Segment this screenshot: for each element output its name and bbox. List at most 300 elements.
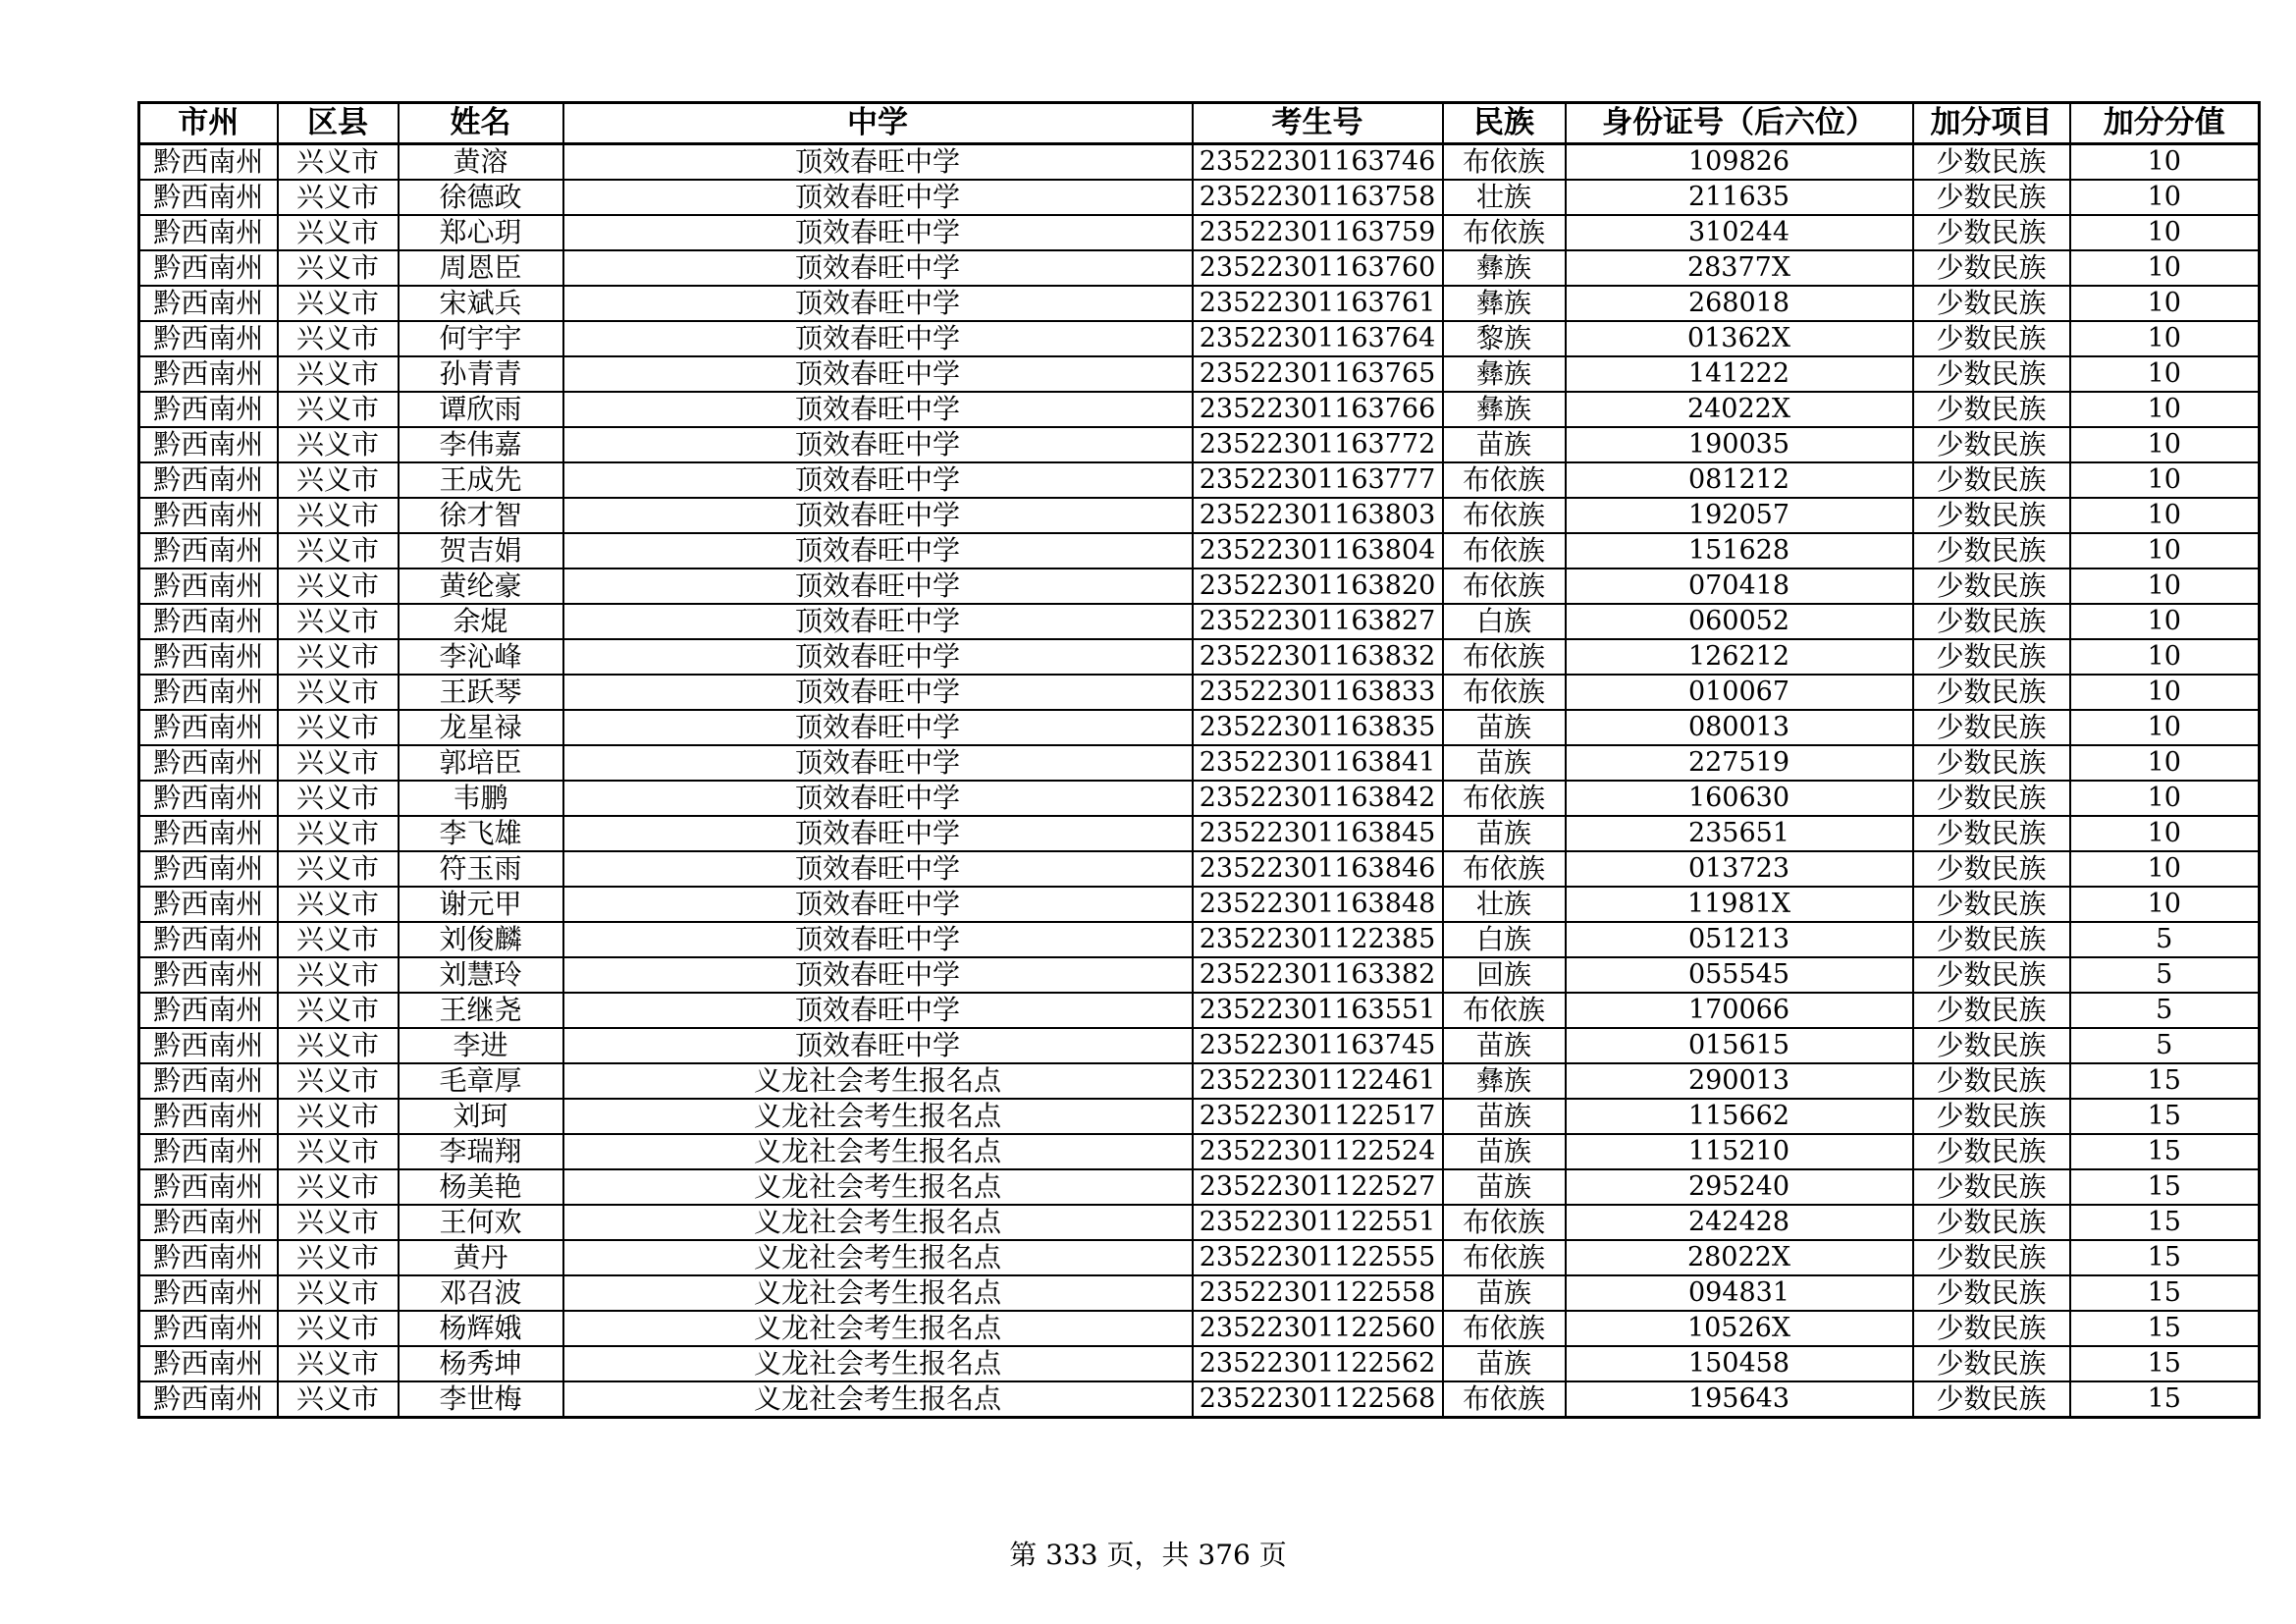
cell-exam-id: 23522301163833 bbox=[1193, 675, 1443, 710]
cell-city: 黔西南州 bbox=[139, 215, 278, 250]
cell-county: 兴义市 bbox=[278, 1099, 399, 1134]
cell-county: 兴义市 bbox=[278, 427, 399, 462]
cell-bonus-points: 10 bbox=[2070, 286, 2260, 321]
table-row bbox=[139, 1240, 2260, 1275]
cell-ethnicity: 布依族 bbox=[1443, 1311, 1566, 1346]
cell-name: 黄纶豪 bbox=[399, 568, 563, 604]
cell-county: 兴义市 bbox=[278, 1240, 399, 1275]
cell-exam-id: 23522301163827 bbox=[1193, 604, 1443, 639]
cell-bonus-points: 10 bbox=[2070, 781, 2260, 816]
cell-exam-id: 23522301163835 bbox=[1193, 710, 1443, 745]
cell-exam-id: 23522301163772 bbox=[1193, 427, 1443, 462]
cell-county: 兴义市 bbox=[278, 1134, 399, 1169]
cell-exam-id: 23522301122385 bbox=[1193, 922, 1443, 957]
cell-school: 顶效春旺中学 bbox=[563, 498, 1193, 533]
table-row bbox=[139, 321, 2260, 356]
cell-school: 顶效春旺中学 bbox=[563, 639, 1193, 675]
table-row bbox=[139, 710, 2260, 745]
page-footer: 第 333 页，共 376 页 bbox=[1009, 1539, 1287, 1571]
cell-bonus-item: 少数民族 bbox=[1913, 462, 2070, 498]
cell-ethnicity: 布依族 bbox=[1443, 993, 1566, 1028]
cell-bonus-points: 10 bbox=[2070, 498, 2260, 533]
cell-name: 毛章厚 bbox=[399, 1063, 563, 1099]
cell-bonus-item: 少数民族 bbox=[1913, 1169, 2070, 1205]
cell-exam-id: 23522301163551 bbox=[1193, 993, 1443, 1028]
cell-ethnicity: 布依族 bbox=[1443, 675, 1566, 710]
cell-ethnicity: 苗族 bbox=[1443, 745, 1566, 781]
cell-county: 兴义市 bbox=[278, 1275, 399, 1311]
cell-bonus-points: 5 bbox=[2070, 1028, 2260, 1063]
cell-name: 李瑞翔 bbox=[399, 1134, 563, 1169]
table-row bbox=[139, 1028, 2260, 1063]
cell-bonus-item: 少数民族 bbox=[1913, 957, 2070, 993]
cell-county: 兴义市 bbox=[278, 498, 399, 533]
cell-bonus-points: 15 bbox=[2070, 1134, 2260, 1169]
col-header-name: 姓名 bbox=[399, 103, 563, 144]
cell-exam-id: 23522301163841 bbox=[1193, 745, 1443, 781]
cell-county: 兴义市 bbox=[278, 887, 399, 922]
cell-name: 黄丹 bbox=[399, 1240, 563, 1275]
cell-id-last6: 141222 bbox=[1566, 356, 1913, 392]
table-row bbox=[139, 1134, 2260, 1169]
cell-bonus-points: 15 bbox=[2070, 1205, 2260, 1240]
cell-school: 顶效春旺中学 bbox=[563, 321, 1193, 356]
cell-exam-id: 23522301122524 bbox=[1193, 1134, 1443, 1169]
cell-bonus-points: 15 bbox=[2070, 1275, 2260, 1311]
cell-bonus-points: 5 bbox=[2070, 957, 2260, 993]
cell-county: 兴义市 bbox=[278, 144, 399, 181]
col-header-city: 市州 bbox=[139, 103, 278, 144]
cell-ethnicity: 彝族 bbox=[1443, 356, 1566, 392]
cell-exam-id: 23522301163766 bbox=[1193, 392, 1443, 427]
cell-exam-id: 23522301122551 bbox=[1193, 1205, 1443, 1240]
cell-county: 兴义市 bbox=[278, 922, 399, 957]
cell-ethnicity: 布依族 bbox=[1443, 1381, 1566, 1418]
cell-bonus-item: 少数民族 bbox=[1913, 887, 2070, 922]
table-row bbox=[139, 356, 2260, 392]
cell-school: 顶效春旺中学 bbox=[563, 144, 1193, 181]
cell-name: 王何欢 bbox=[399, 1205, 563, 1240]
cell-city: 黔西南州 bbox=[139, 250, 278, 286]
cell-bonus-item: 少数民族 bbox=[1913, 356, 2070, 392]
cell-name: 贺吉娟 bbox=[399, 533, 563, 568]
cell-bonus-points: 10 bbox=[2070, 604, 2260, 639]
cell-school: 义龙社会考生报名点 bbox=[563, 1240, 1193, 1275]
cell-id-last6: 268018 bbox=[1566, 286, 1913, 321]
cell-school: 顶效春旺中学 bbox=[563, 427, 1193, 462]
table-row bbox=[139, 604, 2260, 639]
cell-bonus-item: 少数民族 bbox=[1913, 1134, 2070, 1169]
table-row bbox=[139, 144, 2260, 181]
cell-school: 顶效春旺中学 bbox=[563, 604, 1193, 639]
cell-bonus-item: 少数民族 bbox=[1913, 1275, 2070, 1311]
cell-id-last6: 010067 bbox=[1566, 675, 1913, 710]
cell-exam-id: 23522301163845 bbox=[1193, 816, 1443, 851]
cell-ethnicity: 布依族 bbox=[1443, 215, 1566, 250]
cell-name: 李沁峰 bbox=[399, 639, 563, 675]
cell-school: 义龙社会考生报名点 bbox=[563, 1169, 1193, 1205]
cell-name: 谢元甲 bbox=[399, 887, 563, 922]
table-row bbox=[139, 957, 2260, 993]
table-row bbox=[139, 851, 2260, 887]
cell-bonus-item: 少数民族 bbox=[1913, 1099, 2070, 1134]
cell-exam-id: 23522301163765 bbox=[1193, 356, 1443, 392]
cell-exam-id: 23522301122461 bbox=[1193, 1063, 1443, 1099]
cell-county: 兴义市 bbox=[278, 533, 399, 568]
cell-ethnicity: 苗族 bbox=[1443, 1169, 1566, 1205]
cell-ethnicity: 白族 bbox=[1443, 604, 1566, 639]
cell-school: 顶效春旺中学 bbox=[563, 250, 1193, 286]
cell-bonus-item: 少数民族 bbox=[1913, 745, 2070, 781]
table-row bbox=[139, 498, 2260, 533]
table-row bbox=[139, 922, 2260, 957]
cell-name: 刘俊麟 bbox=[399, 922, 563, 957]
cell-bonus-item: 少数民族 bbox=[1913, 1346, 2070, 1381]
cell-city: 黔西南州 bbox=[139, 321, 278, 356]
table-row bbox=[139, 887, 2260, 922]
cell-name: 周恩臣 bbox=[399, 250, 563, 286]
cell-bonus-item: 少数民族 bbox=[1913, 180, 2070, 215]
cell-id-last6: 160630 bbox=[1566, 781, 1913, 816]
cell-school: 义龙社会考生报名点 bbox=[563, 1063, 1193, 1099]
cell-city: 黔西南州 bbox=[139, 144, 278, 181]
cell-id-last6: 109826 bbox=[1566, 144, 1913, 181]
cell-bonus-item: 少数民族 bbox=[1913, 250, 2070, 286]
cell-id-last6: 055545 bbox=[1566, 957, 1913, 993]
cell-school: 顶效春旺中学 bbox=[563, 462, 1193, 498]
cell-ethnicity: 布依族 bbox=[1443, 1240, 1566, 1275]
cell-school: 义龙社会考生报名点 bbox=[563, 1205, 1193, 1240]
cell-ethnicity: 苗族 bbox=[1443, 1134, 1566, 1169]
cell-id-last6: 013723 bbox=[1566, 851, 1913, 887]
cell-county: 兴义市 bbox=[278, 816, 399, 851]
cell-county: 兴义市 bbox=[278, 710, 399, 745]
cell-ethnicity: 彝族 bbox=[1443, 392, 1566, 427]
cell-city: 黔西南州 bbox=[139, 533, 278, 568]
cell-county: 兴义市 bbox=[278, 675, 399, 710]
cell-id-last6: 295240 bbox=[1566, 1169, 1913, 1205]
cell-ethnicity: 苗族 bbox=[1443, 710, 1566, 745]
cell-school: 义龙社会考生报名点 bbox=[563, 1346, 1193, 1381]
table-row bbox=[139, 675, 2260, 710]
cell-id-last6: 11981X bbox=[1566, 887, 1913, 922]
cell-county: 兴义市 bbox=[278, 1063, 399, 1099]
cell-bonus-points: 10 bbox=[2070, 887, 2260, 922]
cell-name: 郑心玥 bbox=[399, 215, 563, 250]
header-row bbox=[139, 103, 2260, 144]
cell-id-last6: 235651 bbox=[1566, 816, 1913, 851]
cell-id-last6: 310244 bbox=[1566, 215, 1913, 250]
cell-bonus-points: 10 bbox=[2070, 356, 2260, 392]
cell-name: 王跃琴 bbox=[399, 675, 563, 710]
table-row bbox=[139, 462, 2260, 498]
cell-county: 兴义市 bbox=[278, 1381, 399, 1418]
cell-id-last6: 195643 bbox=[1566, 1381, 1913, 1418]
cell-exam-id: 23522301163803 bbox=[1193, 498, 1443, 533]
cell-bonus-points: 5 bbox=[2070, 993, 2260, 1028]
cell-id-last6: 242428 bbox=[1566, 1205, 1913, 1240]
cell-name: 杨美艳 bbox=[399, 1169, 563, 1205]
table-row bbox=[139, 1169, 2260, 1205]
cell-bonus-item: 少数民族 bbox=[1913, 993, 2070, 1028]
cell-exam-id: 23522301163842 bbox=[1193, 781, 1443, 816]
cell-bonus-item: 少数民族 bbox=[1913, 922, 2070, 957]
table-row bbox=[139, 816, 2260, 851]
cell-bonus-item: 少数民族 bbox=[1913, 286, 2070, 321]
cell-bonus-points: 10 bbox=[2070, 321, 2260, 356]
table-row bbox=[139, 568, 2260, 604]
cell-bonus-points: 10 bbox=[2070, 427, 2260, 462]
cell-exam-id: 23522301122568 bbox=[1193, 1381, 1443, 1418]
cell-city: 黔西南州 bbox=[139, 286, 278, 321]
cell-exam-id: 23522301163761 bbox=[1193, 286, 1443, 321]
cell-name: 徐才智 bbox=[399, 498, 563, 533]
cell-name: 王成先 bbox=[399, 462, 563, 498]
cell-name: 徐德政 bbox=[399, 180, 563, 215]
cell-exam-id: 23522301163745 bbox=[1193, 1028, 1443, 1063]
cell-bonus-points: 10 bbox=[2070, 180, 2260, 215]
cell-bonus-item: 少数民族 bbox=[1913, 816, 2070, 851]
cell-bonus-points: 15 bbox=[2070, 1381, 2260, 1418]
cell-id-last6: 211635 bbox=[1566, 180, 1913, 215]
cell-ethnicity: 回族 bbox=[1443, 957, 1566, 993]
cell-bonus-item: 少数民族 bbox=[1913, 675, 2070, 710]
cell-bonus-item: 少数民族 bbox=[1913, 392, 2070, 427]
cell-ethnicity: 布依族 bbox=[1443, 639, 1566, 675]
cell-bonus-item: 少数民族 bbox=[1913, 568, 2070, 604]
cell-county: 兴义市 bbox=[278, 321, 399, 356]
cell-county: 兴义市 bbox=[278, 180, 399, 215]
cell-school: 顶效春旺中学 bbox=[563, 922, 1193, 957]
cell-id-last6: 115662 bbox=[1566, 1099, 1913, 1134]
cell-city: 黔西南州 bbox=[139, 851, 278, 887]
cell-county: 兴义市 bbox=[278, 781, 399, 816]
cell-name: 黄溶 bbox=[399, 144, 563, 181]
cell-bonus-points: 10 bbox=[2070, 568, 2260, 604]
cell-ethnicity: 彝族 bbox=[1443, 250, 1566, 286]
cell-bonus-points: 10 bbox=[2070, 144, 2260, 181]
cell-county: 兴义市 bbox=[278, 957, 399, 993]
col-header-bonus-points: 加分分值 bbox=[2070, 103, 2260, 144]
cell-county: 兴义市 bbox=[278, 462, 399, 498]
cell-name: 何宇宇 bbox=[399, 321, 563, 356]
cell-name: 王继尧 bbox=[399, 993, 563, 1028]
cell-name: 孙青青 bbox=[399, 356, 563, 392]
cell-city: 黔西南州 bbox=[139, 568, 278, 604]
cell-id-last6: 290013 bbox=[1566, 1063, 1913, 1099]
cell-city: 黔西南州 bbox=[139, 993, 278, 1028]
cell-id-last6: 094831 bbox=[1566, 1275, 1913, 1311]
cell-county: 兴义市 bbox=[278, 604, 399, 639]
cell-exam-id: 23522301122555 bbox=[1193, 1240, 1443, 1275]
cell-ethnicity: 彝族 bbox=[1443, 1063, 1566, 1099]
cell-exam-id: 23522301163804 bbox=[1193, 533, 1443, 568]
cell-bonus-item: 少数民族 bbox=[1913, 1381, 2070, 1418]
cell-school: 义龙社会考生报名点 bbox=[563, 1311, 1193, 1346]
cell-school: 顶效春旺中学 bbox=[563, 568, 1193, 604]
cell-bonus-item: 少数民族 bbox=[1913, 1205, 2070, 1240]
cell-id-last6: 015615 bbox=[1566, 1028, 1913, 1063]
cell-county: 兴义市 bbox=[278, 1346, 399, 1381]
cell-county: 兴义市 bbox=[278, 568, 399, 604]
cell-ethnicity: 苗族 bbox=[1443, 1099, 1566, 1134]
cell-bonus-points: 15 bbox=[2070, 1240, 2260, 1275]
score-bonus-table bbox=[137, 101, 2261, 1419]
cell-city: 黔西南州 bbox=[139, 356, 278, 392]
cell-ethnicity: 布依族 bbox=[1443, 851, 1566, 887]
cell-school: 顶效春旺中学 bbox=[563, 180, 1193, 215]
cell-bonus-item: 少数民族 bbox=[1913, 1063, 2070, 1099]
cell-name: 龙星禄 bbox=[399, 710, 563, 745]
cell-school: 顶效春旺中学 bbox=[563, 215, 1193, 250]
cell-name: 刘慧玲 bbox=[399, 957, 563, 993]
cell-ethnicity: 彝族 bbox=[1443, 286, 1566, 321]
cell-city: 黔西南州 bbox=[139, 781, 278, 816]
cell-bonus-item: 少数民族 bbox=[1913, 710, 2070, 745]
cell-county: 兴义市 bbox=[278, 1169, 399, 1205]
cell-id-last6: 10526X bbox=[1566, 1311, 1913, 1346]
cell-ethnicity: 苗族 bbox=[1443, 816, 1566, 851]
cell-bonus-points: 10 bbox=[2070, 851, 2260, 887]
cell-ethnicity: 黎族 bbox=[1443, 321, 1566, 356]
cell-id-last6: 227519 bbox=[1566, 745, 1913, 781]
cell-bonus-item: 少数民族 bbox=[1913, 215, 2070, 250]
cell-city: 黔西南州 bbox=[139, 1381, 278, 1418]
cell-city: 黔西南州 bbox=[139, 180, 278, 215]
cell-id-last6: 28377X bbox=[1566, 250, 1913, 286]
table-row bbox=[139, 1311, 2260, 1346]
cell-bonus-points: 10 bbox=[2070, 215, 2260, 250]
col-header-id-last6: 身份证号（后六位） bbox=[1566, 103, 1913, 144]
cell-ethnicity: 壮族 bbox=[1443, 180, 1566, 215]
cell-name: 符玉雨 bbox=[399, 851, 563, 887]
cell-bonus-item: 少数民族 bbox=[1913, 427, 2070, 462]
cell-bonus-item: 少数民族 bbox=[1913, 1311, 2070, 1346]
cell-city: 黔西南州 bbox=[139, 1205, 278, 1240]
cell-school: 顶效春旺中学 bbox=[563, 957, 1193, 993]
cell-ethnicity: 苗族 bbox=[1443, 1275, 1566, 1311]
cell-ethnicity: 苗族 bbox=[1443, 427, 1566, 462]
table-row bbox=[139, 639, 2260, 675]
cell-city: 黔西南州 bbox=[139, 957, 278, 993]
cell-exam-id: 23522301163764 bbox=[1193, 321, 1443, 356]
cell-id-last6: 190035 bbox=[1566, 427, 1913, 462]
cell-exam-id: 23522301163846 bbox=[1193, 851, 1443, 887]
table-row bbox=[139, 1275, 2260, 1311]
cell-id-last6: 080013 bbox=[1566, 710, 1913, 745]
table-row bbox=[139, 1099, 2260, 1134]
cell-city: 黔西南州 bbox=[139, 887, 278, 922]
cell-ethnicity: 白族 bbox=[1443, 922, 1566, 957]
cell-bonus-item: 少数民族 bbox=[1913, 604, 2070, 639]
cell-school: 顶效春旺中学 bbox=[563, 781, 1193, 816]
cell-city: 黔西南州 bbox=[139, 745, 278, 781]
cell-school: 顶效春旺中学 bbox=[563, 993, 1193, 1028]
cell-city: 黔西南州 bbox=[139, 1169, 278, 1205]
cell-school: 顶效春旺中学 bbox=[563, 675, 1193, 710]
cell-id-last6: 151628 bbox=[1566, 533, 1913, 568]
cell-exam-id: 23522301163759 bbox=[1193, 215, 1443, 250]
cell-bonus-points: 10 bbox=[2070, 533, 2260, 568]
cell-county: 兴义市 bbox=[278, 392, 399, 427]
table-row bbox=[139, 1205, 2260, 1240]
cell-id-last6: 24022X bbox=[1566, 392, 1913, 427]
cell-bonus-points: 15 bbox=[2070, 1063, 2260, 1099]
cell-school: 顶效春旺中学 bbox=[563, 1028, 1193, 1063]
cell-county: 兴义市 bbox=[278, 1311, 399, 1346]
cell-name: 余焜 bbox=[399, 604, 563, 639]
cell-name: 李伟嘉 bbox=[399, 427, 563, 462]
cell-bonus-points: 5 bbox=[2070, 922, 2260, 957]
cell-bonus-points: 10 bbox=[2070, 462, 2260, 498]
cell-county: 兴义市 bbox=[278, 356, 399, 392]
table-row bbox=[139, 180, 2260, 215]
cell-ethnicity: 布依族 bbox=[1443, 144, 1566, 181]
cell-county: 兴义市 bbox=[278, 286, 399, 321]
cell-school: 义龙社会考生报名点 bbox=[563, 1134, 1193, 1169]
cell-city: 黔西南州 bbox=[139, 639, 278, 675]
cell-bonus-item: 少数民族 bbox=[1913, 498, 2070, 533]
cell-school: 义龙社会考生报名点 bbox=[563, 1099, 1193, 1134]
table-row bbox=[139, 392, 2260, 427]
cell-school: 顶效春旺中学 bbox=[563, 710, 1193, 745]
cell-exam-id: 23522301122558 bbox=[1193, 1275, 1443, 1311]
cell-name: 李进 bbox=[399, 1028, 563, 1063]
col-header-bonus-item: 加分项目 bbox=[1913, 103, 2070, 144]
cell-bonus-points: 15 bbox=[2070, 1346, 2260, 1381]
cell-city: 黔西南州 bbox=[139, 922, 278, 957]
cell-county: 兴义市 bbox=[278, 993, 399, 1028]
cell-school: 顶效春旺中学 bbox=[563, 392, 1193, 427]
cell-exam-id: 23522301163760 bbox=[1193, 250, 1443, 286]
cell-ethnicity: 壮族 bbox=[1443, 887, 1566, 922]
table-row bbox=[139, 215, 2260, 250]
cell-school: 义龙社会考生报名点 bbox=[563, 1275, 1193, 1311]
cell-bonus-item: 少数民族 bbox=[1913, 639, 2070, 675]
cell-id-last6: 01362X bbox=[1566, 321, 1913, 356]
cell-county: 兴义市 bbox=[278, 851, 399, 887]
cell-county: 兴义市 bbox=[278, 250, 399, 286]
cell-ethnicity: 布依族 bbox=[1443, 1205, 1566, 1240]
cell-city: 黔西南州 bbox=[139, 498, 278, 533]
cell-id-last6: 170066 bbox=[1566, 993, 1913, 1028]
table-row bbox=[139, 250, 2260, 286]
cell-name: 韦鹏 bbox=[399, 781, 563, 816]
cell-bonus-points: 10 bbox=[2070, 745, 2260, 781]
cell-exam-id: 23522301122527 bbox=[1193, 1169, 1443, 1205]
cell-ethnicity: 布依族 bbox=[1443, 462, 1566, 498]
cell-bonus-points: 10 bbox=[2070, 816, 2260, 851]
cell-city: 黔西南州 bbox=[139, 816, 278, 851]
cell-exam-id: 23522301163777 bbox=[1193, 462, 1443, 498]
cell-ethnicity: 苗族 bbox=[1443, 1346, 1566, 1381]
table-body bbox=[139, 144, 2260, 1418]
cell-school: 顶效春旺中学 bbox=[563, 887, 1193, 922]
cell-id-last6: 051213 bbox=[1566, 922, 1913, 957]
cell-bonus-points: 10 bbox=[2070, 392, 2260, 427]
cell-bonus-item: 少数民族 bbox=[1913, 1028, 2070, 1063]
cell-ethnicity: 布依族 bbox=[1443, 568, 1566, 604]
cell-name: 杨辉娥 bbox=[399, 1311, 563, 1346]
cell-bonus-item: 少数民族 bbox=[1913, 533, 2070, 568]
table-row bbox=[139, 745, 2260, 781]
cell-city: 黔西南州 bbox=[139, 462, 278, 498]
table-row bbox=[139, 781, 2260, 816]
cell-city: 黔西南州 bbox=[139, 604, 278, 639]
cell-city: 黔西南州 bbox=[139, 1099, 278, 1134]
cell-bonus-item: 少数民族 bbox=[1913, 144, 2070, 181]
cell-id-last6: 192057 bbox=[1566, 498, 1913, 533]
